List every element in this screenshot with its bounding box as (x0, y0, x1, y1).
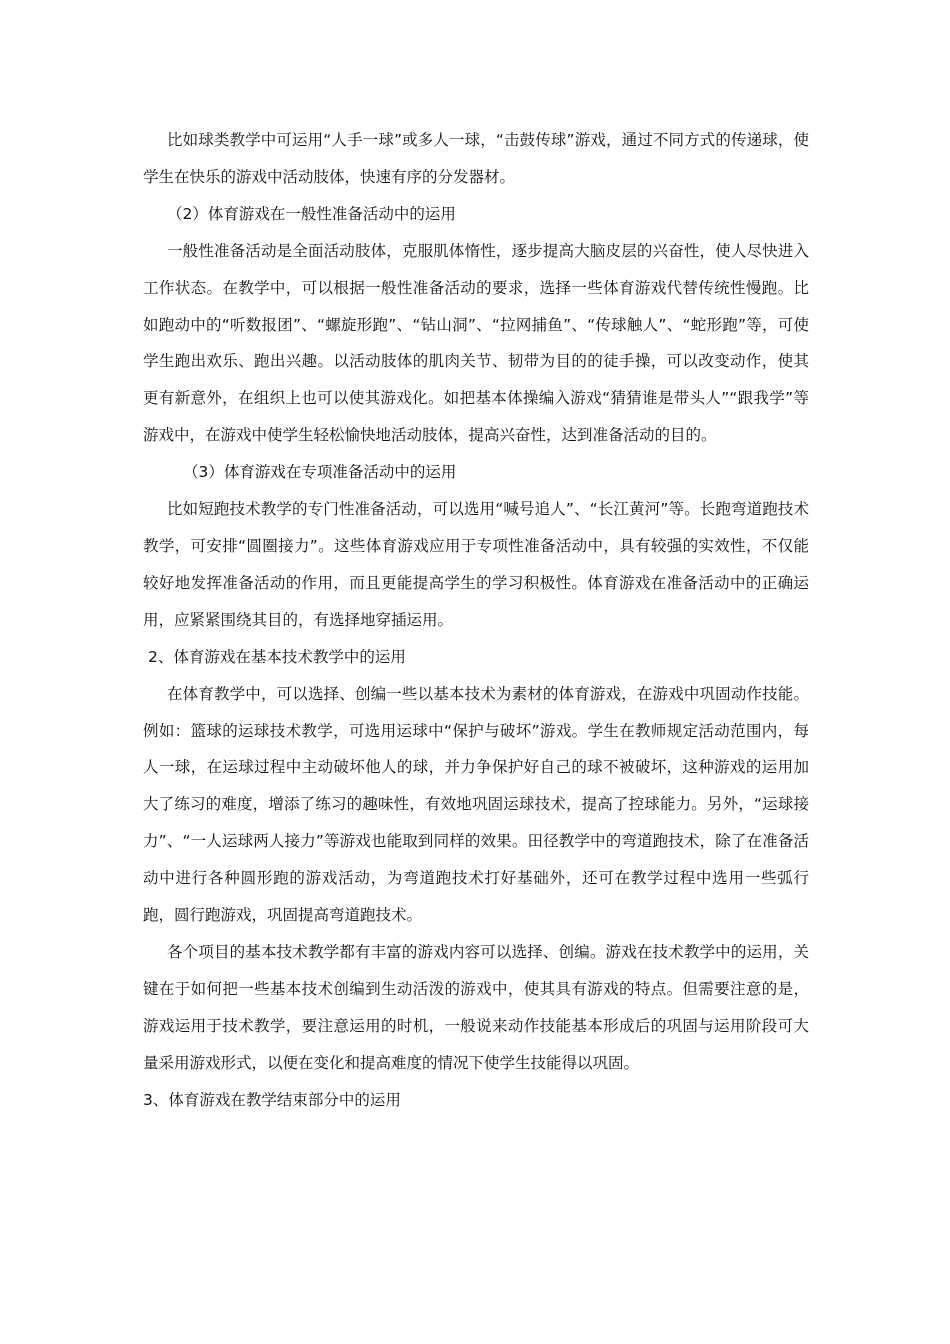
subheading-general-warmup: （2）体育游戏在一般性准备活动中的运用 (167, 204, 456, 223)
paragraph-special-warmup: 比如短跑技术教学的专门性准备活动，可以选用“喊号追人”、“长江黄河”等。长跑弯道跑技术教学，可安排“圆圈接力”。这些体育游戏应用于专项性准备活动中，具有较强的实效性，不仅能较好地发挥准备活动的作用，而且更能提高学生的学习积极性。体育游戏在准备活动中的正确运用，应紧紧围绕其目的，有选择地穿插运用。 (143, 500, 809, 629)
paragraph-general-warmup: 一般性准备活动是全面活动肢体，克服肌体惰性，逐步提高大脑皮层的兴奋性，使人尽快进入工作状态。在教学中，可以根据一般性准备活动的要求，选择一些体育游戏代替传统性慢跑。比如跑动中的“听数报团”、“螺旋形跑”、“钻山洞”、“拉网捕鱼”、“传球触人”、“蛇形跑”等，可使学生跑出欢乐、跑出兴趣。以活动肢体的肌肉关节、韧带为目的的徒手操，可以改变动作，使其更有新意外，在组织上也可以使其游戏化。如把基本体操编入游戏“猜猜谁是带头人”“跟我学”等游戏中，在游戏中使学生轻松愉快地活动肢体，提高兴奋性，达到准备活动的目的。 (143, 241, 809, 445)
subheading-special-warmup: （3）体育游戏在专项准备活动中的运用 (183, 463, 457, 482)
paragraph-technique-creation: 各个项目的基本技术教学都有丰富的游戏内容可以选择、创编。游戏在技术教学中的运用，关键在于如何把一些基本技术创编到生动活泼的游戏中，使其具有游戏的特点。但需要注意的是，游戏运用于技术教学，要注意运用的时机，一般说来动作技能基本形成后的巩固与运用阶段可大量采用游戏形式，以便在变化和提高难度的情况下使学生技能得以巩固。 (143, 942, 809, 1072)
heading-basic-technique: 2、体育游戏在基本技术教学中的运用 (148, 647, 406, 666)
paragraph-basic-technique: 在体育教学中，可以选择、创编一些以基本技术为素材的体育游戏，在游戏中巩固动作技能。例如：篮球的运球技术教学，可选用运球中“保护与破坏”游戏。学生在教师规定活动范围内，每人一球，在运球过程中主动破坏他人的球，并力争保护好自己的球不被破坏，这种游戏的运用加大了练习的难度，增添了练习的趣味性，有效地巩固运球技术，提高了控球能力。另外，“运球接力”、“一人运球两人接力”等游戏也能取到同样的效果。田径教学中的弯道跑技术，除了在准备活动中进行各种圆形跑的游戏活动，为弯道跑技术打好基础外，还可在教学过程中选用一些弧行跑，圆行跑游戏，巩固提高弯道跑技术。 (143, 684, 809, 925)
document-body (143, 122, 809, 1118)
paragraph-ball-teaching: 比如球类教学中可运用“人手一球”或多人一球，“击鼓传球”游戏，通过不同方式的传递球，使学生在快乐的游戏中活动肢体，快速有序的分发器材。 (143, 131, 809, 186)
heading-lesson-ending: 3、体育游戏在教学结束部分中的运用 (143, 1090, 401, 1109)
